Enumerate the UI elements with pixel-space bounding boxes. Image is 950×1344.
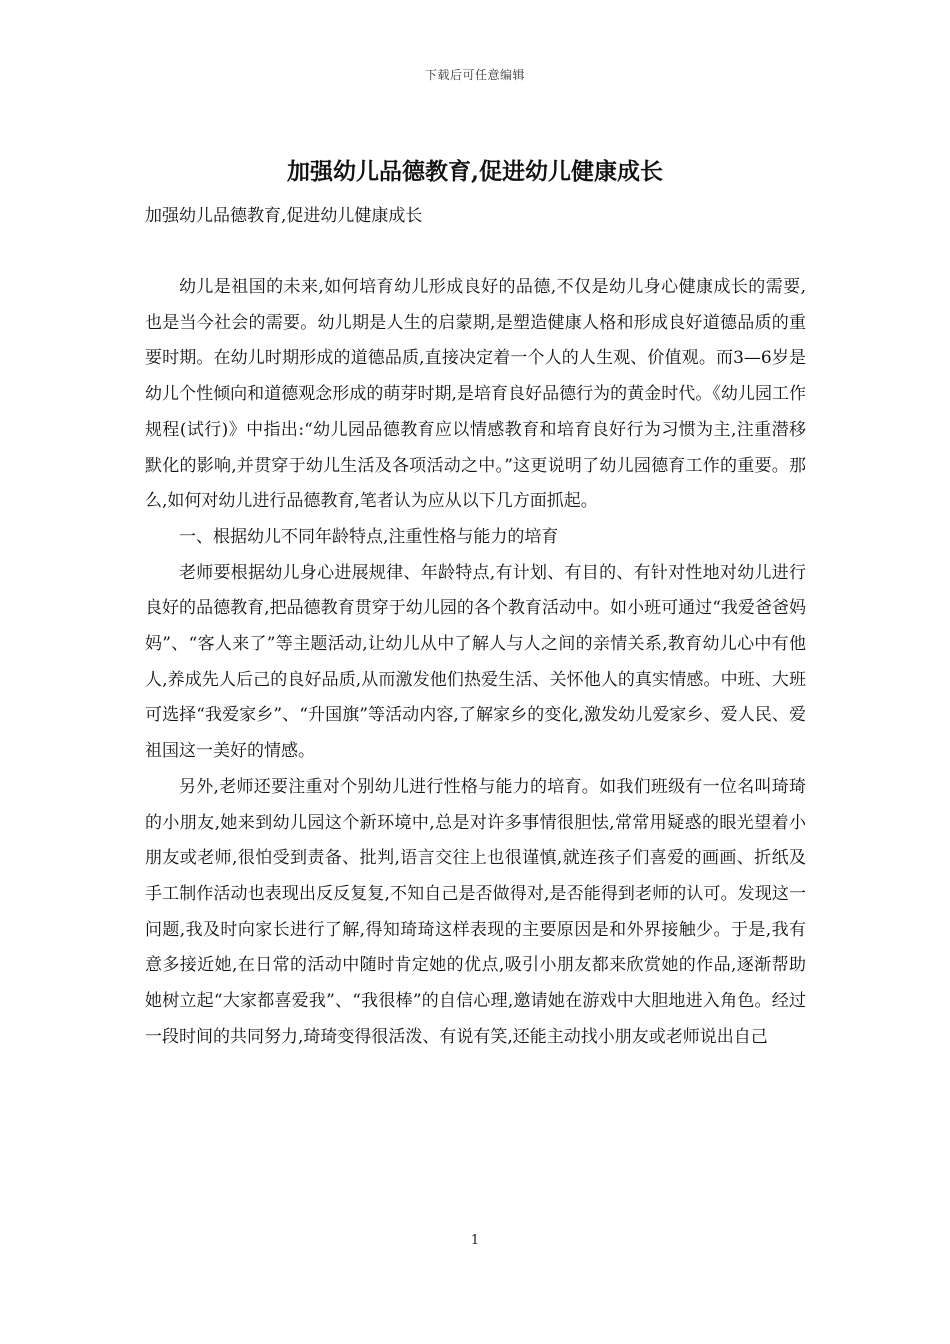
section-heading-1: 一、根据幼儿不同年龄特点,注重性格与能力的培育 — [179, 526, 559, 547]
page-number: 1 — [470, 1233, 480, 1248]
paragraph-intro: 幼儿是祖国的未来,如何培育幼儿形成良好的品德,不仅是幼儿身心健康成长的需要,也是当今社会的需要。幼儿期是人生的启蒙期,是塑造健康人格和形成良好道德品质的重要时期。在幼儿时期形成的道德品质,直接决定着一个人的人生观、价值观。而3—6岁是幼儿个性倾向和道德观念形成的萌芽时期,是培育良好品德行为的黄金时代。《幼儿园工作规程(试行)》中指出:“幼儿园品德教育应以情感教育和培育良好行为习惯为主,注重潜移默化的影响,并贯穿于幼儿生活及各项活动之中。”这更说明了幼儿园德育工作的重要。那么,如何对幼儿进行品德教育,笔者认为应从以下几方面抓起。 — [145, 277, 806, 512]
paragraph-age-characteristics: 老师要根据幼儿身心进展规律、年龄特点,有计划、有目的、有针对性地对幼儿进行良好的品德教育,把品德教育贯穿于幼儿园的各个教育活动中。如小班可通过“我爱爸爸妈妈”、“客人来了”等主题活动,让幼儿从中了解人与人之间的亲情关系,教育幼儿心中有他人,养成先人后己的良好品质,从而激发他们热爱生活、关怀他人的真实情感。中班、大班可选择“我爱家乡”、“升国旗”等活动内容,了解家乡的变化,激发幼儿爱家乡、爱人民、爱祖国这一美好的情感。 — [145, 562, 806, 762]
paragraph-individual-case: 另外,老师还要注重对个别幼儿进行性格与能力的培育。如我们班级有一位名叫琦琦的小朋友,她来到幼儿园这个新环境中,总是对许多事情很胆怯,常常用疑惑的眼光望着小朋友或老师,很怕受到责备、批判,语言交往上也很谨慎,就连孩子们喜爱的画画、折纸及手工制作活动也表现出反反复复,不知自己是否做得对,是否能得到老师的认可。发现这一问题,我及时向家长进行了解,得知琦琦这样表现的主要原因是和外界接触少。于是,我有意多接近她,在日常的活动中随时肯定她的优点,吸引小朋友都来欣赏她的作品,逐渐帮助她树立起“大家都喜爱我”、“我很棒”的自信心理,邀请她在游戏中大胆地进入角色。经过一段时间的共同努力,琦琦变得很活泼、有说有笑,还能主动找小朋友或老师说出自己 — [145, 776, 806, 1047]
header-note: 下载后可任意编辑 — [424, 68, 525, 82]
document-subtitle: 加强幼儿品德教育,促进幼儿健康成长 — [145, 206, 423, 226]
document-title: 加强幼儿品德教育,促进幼儿健康成长 — [286, 158, 663, 185]
document-body — [145, 270, 806, 1055]
